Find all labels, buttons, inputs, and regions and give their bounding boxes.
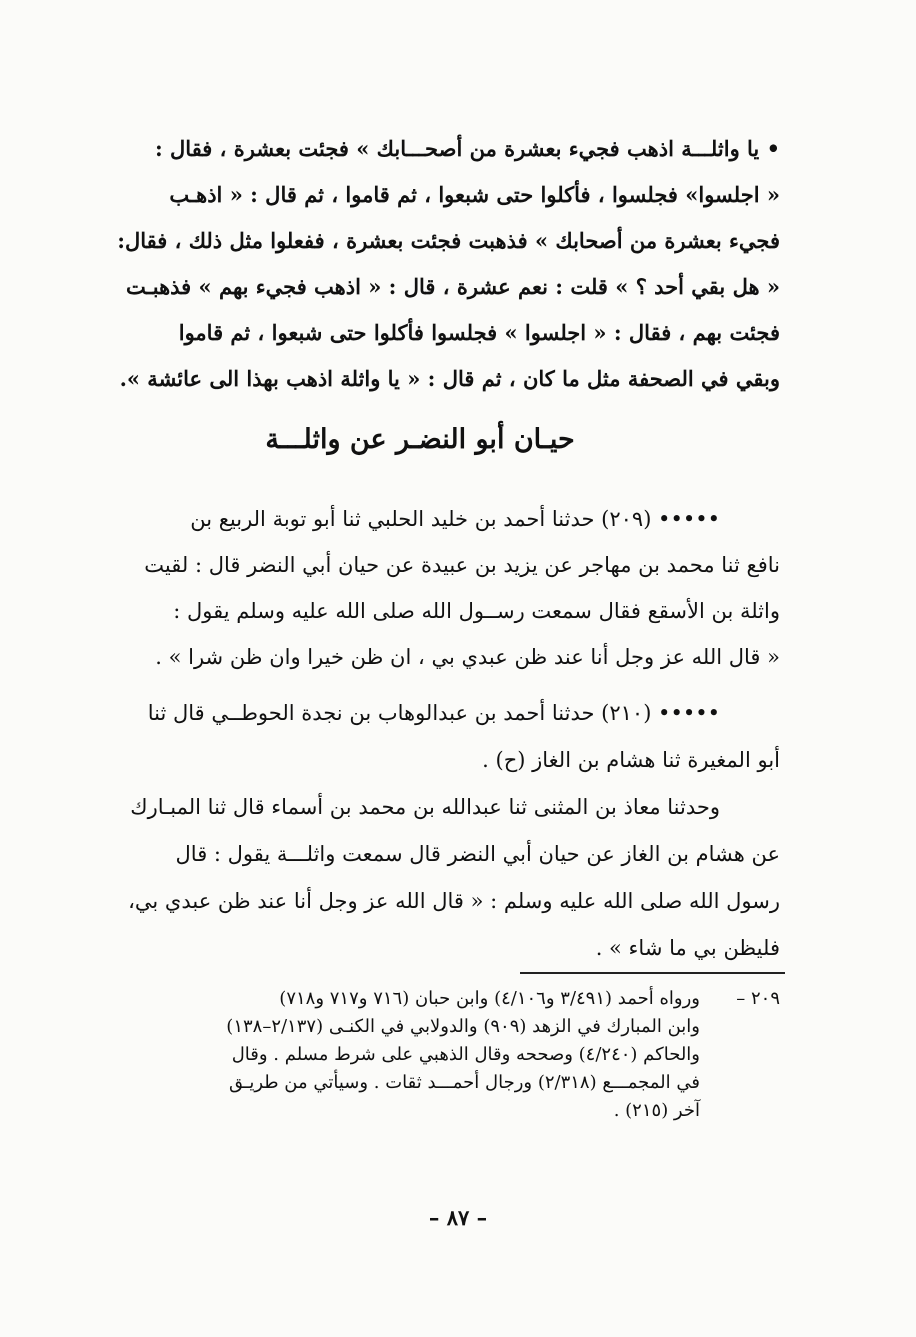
footnote (60, 985, 780, 1125)
footnote-line: آخر (٢١٥) . (613, 1100, 700, 1121)
text-line: ••••• (٢١٠) حدثنا أحمد بن عبدالوهاب بن نجدة الحوطــي قال ثنا (147, 701, 720, 725)
text-line: فجيء بعشرة من أصحابك » فذهبت فجئت بعشرة ، ففعلوا مثل ذلك ، فقال: (117, 228, 780, 253)
footnote-number: ٢٠٩ – (736, 988, 780, 1009)
text-line: « هل بقي أحد ؟ » قلت : نعم عشرة ، قال : « اذهب فجيء بهم » فذهبـت (125, 274, 780, 299)
hadith-210 (60, 690, 780, 972)
footnote-separator (520, 972, 785, 974)
footnote-line: والحاكم (٤/٢٤٠) وصححه وقال الذهبي على شرط مسلم . وقال (231, 1044, 700, 1065)
text-line: أبو المغيرة ثنا هشام بن الغاز (ح) . (482, 748, 780, 772)
text-line: « اجلسوا» فجلسوا ، فأكلوا حتى شبعوا ، ثم قاموا ، ثم قال : « اذهـب (169, 182, 780, 207)
text-line: وحدثنا معاذ بن المثنى ثنا عبدالله بن محمد بن أسماء قال ثنا المبـارك (130, 795, 720, 819)
text-line: فليظن بي ما شاء » . (595, 936, 780, 960)
text-line: وبقي في الصحفة مثل ما كان ، ثم قال : « يا واثلة اذهب بهذا الى عائشة ». (119, 366, 780, 391)
footnote-line: ورواه أحمد (٣/٤٩١ و٤/١٠٦) وابن حبان (٧١٦ و٧١٧ و٧١٨) (279, 988, 700, 1009)
page-number: – ٨٧ – (428, 1205, 488, 1230)
hadith-209 (60, 496, 780, 680)
intro-paragraph (60, 126, 780, 402)
footnote-body (60, 985, 700, 1125)
text-line: رسول الله صلى الله عليه وسلم : « قال الله عز وجل أنا عند ظن عبدي بي، (128, 889, 780, 913)
text-line: عن هشام بن الغاز عن حيان أبي النضر قال سمعت واثلـــة يقول : قال (175, 842, 780, 866)
text-line: • يا واثلـــة اذهب فجيء بعشرة من أصحـــابك » فجئت بعشرة ، فقال : (154, 136, 780, 161)
text-line: نافع ثنا محمد بن مهاجر عن يزيد بن عبيدة عن حيان أبي النضر قال : لقيت (144, 553, 780, 577)
footnote-line: في المجمـــع (٢/٣١٨) ورجال أحمـــد ثقات . وسيأتي من طريـق (229, 1072, 700, 1093)
text-line: فجئت بهم ، فقال : « اجلسوا » فجلسوا فأكلوا حتى شبعوا ، ثم قاموا (178, 320, 780, 345)
text-line: واثلة بن الأسقع فقال سمعت رســول الله صلى الله عليه وسلم يقول : (173, 599, 780, 623)
section-heading: حيـان أبو النضـر عن واثلـــة (265, 424, 575, 455)
text-line: « قال الله عز وجل أنا عند ظن عبدي بي ، ان ظن خيرا وان ظن شرا » . (155, 645, 780, 669)
footnote-line: وابن المبارك في الزهد (٩٠٩) والدولابي في الكنـى (٢/١٣٧–١٣٨) (226, 1016, 700, 1037)
text-line: ••••• (٢٠٩) حدثنا أحمد بن خليد الحلبي ثنا أبو توبة الربيع بن (190, 507, 720, 531)
